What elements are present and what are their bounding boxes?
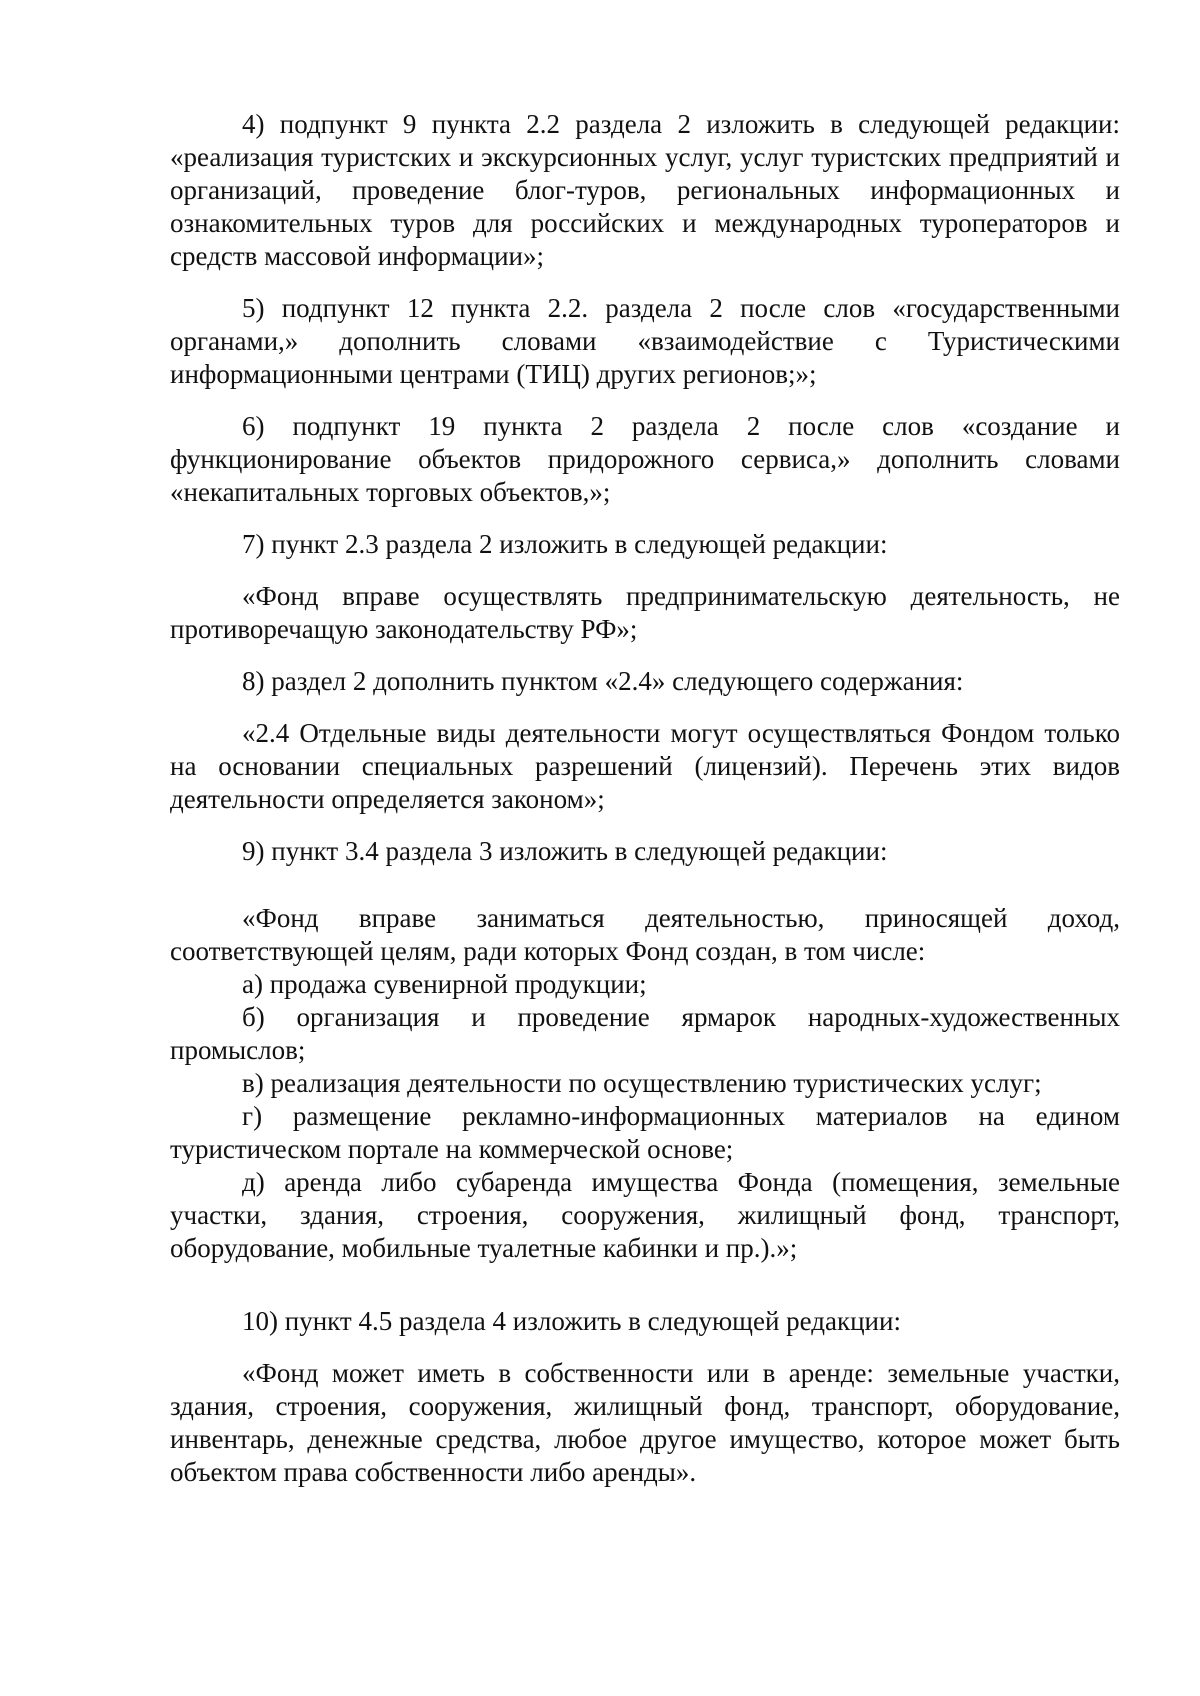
paragraph-item-9: 9) пункт 3.4 раздела 3 изложить в следующей редакции: <box>242 836 888 866</box>
list-item-b: б) организация и проведение ярмарок народных-художественных промыслов; <box>170 1002 1120 1065</box>
paragraph-item-6: 6) подпункт 19 пункта 2 раздела 2 после слов «создание и функционирование объектов придорожного сервиса,» дополнить словами «некапитальных торговых объектов,»; <box>170 411 1120 507</box>
paragraph-item-10: 10) пункт 4.5 раздела 4 изложить в следующей редакции: <box>242 1306 901 1336</box>
list-intro: «Фонд вправе заниматься деятельностью, приносящей доход, соответствующей целям, ради которых Фонд создан, в том числе: <box>170 903 1120 966</box>
list-item-a: а) продажа сувенирной продукции; <box>242 969 647 999</box>
paragraph-quote-2-4: «2.4 Отдельные виды деятельности могут осуществляться Фондом только на основании специальных разрешений (лицензий). Перечень этих видов деятельности определяется законом»; <box>170 718 1120 814</box>
document-page <box>170 108 1120 1508</box>
paragraph-item-5: 5) подпункт 12 пункта 2.2. раздела 2 после слов «государственными органами,» дополнить словами «взаимодействие с Туристическими информационными центрами (ТИЦ) других регионов;»; <box>170 293 1120 389</box>
paragraph-item-8: 8) раздел 2 дополнить пунктом «2.4» следующего содержания: <box>242 666 964 696</box>
paragraph-item-7: 7) пункт 2.3 раздела 2 изложить в следующей редакции: <box>242 529 888 559</box>
list-item-d: д) аренда либо субаренда имущества Фонда (помещения, земельные участки, здания, строения, сооружения, жилищный фонд, транспорт, оборудование, мобильные туалетные кабинки и пр.).»; <box>170 1167 1120 1263</box>
income-activities-list <box>170 902 1120 1265</box>
list-item-g: г) размещение рекламно-информационных материалов на едином туристическом портале на коммерческой основе; <box>170 1101 1120 1164</box>
paragraph-item-4: 4) подпункт 9 пункта 2.2 раздела 2 изложить в следующей редакции: «реализация туристских и экскурсионных услуг, услуг туристских предприятий и организаций, проведение блог-туров, региональных информационных и ознакомительных туров для российских и международных туроператоров и средств массовой информации»; <box>170 109 1120 271</box>
list-item-v: в) реализация деятельности по осуществлению туристических услуг; <box>242 1068 1042 1098</box>
paragraph-quote-2-3: «Фонд вправе осуществлять предпринимательскую деятельность, не противоречащую законодательству РФ»; <box>170 581 1120 644</box>
paragraph-quote-4-5: «Фонд может иметь в собственности или в аренде: земельные участки, здания, строения, сооружения, жилищный фонд, транспорт, оборудование, инвентарь, денежные средства, любое другое имущество, которое может быть объектом права собственности либо аренды». <box>170 1358 1120 1487</box>
